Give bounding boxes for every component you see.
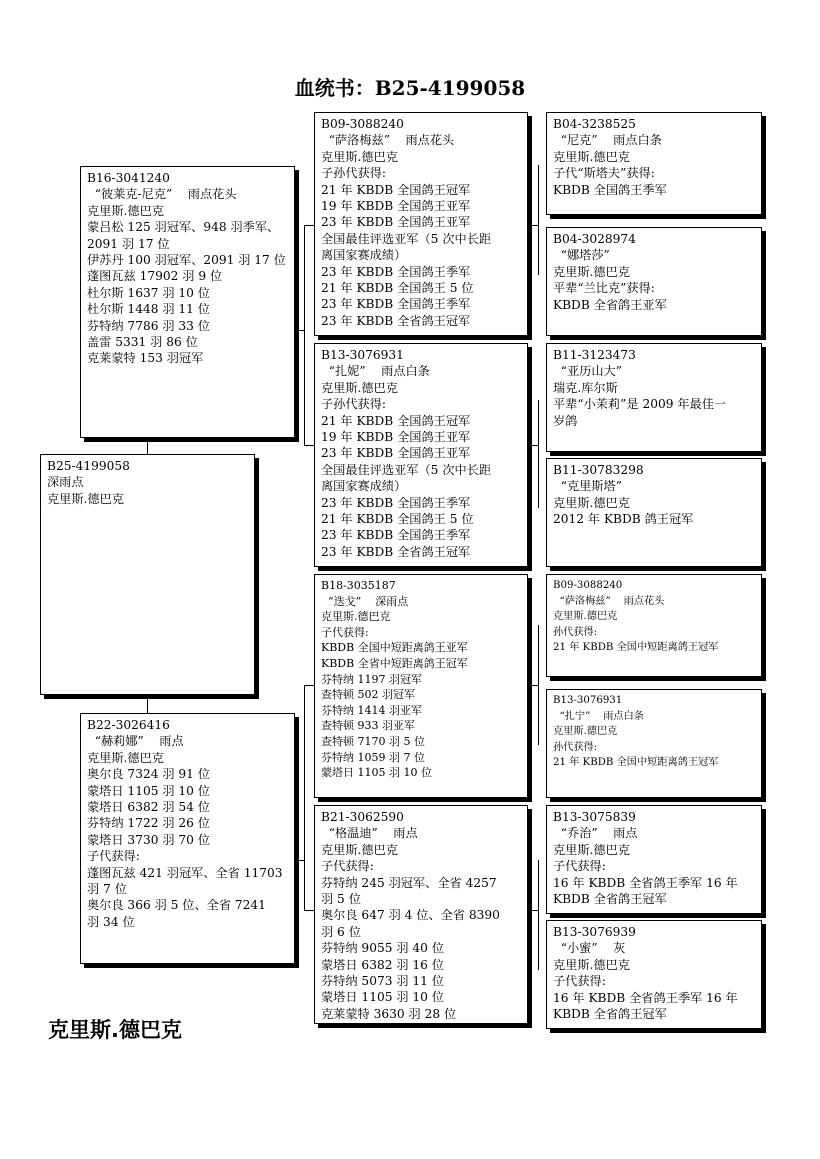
pedigree-line: 平辈“小茉莉”是 2009 年最佳一: [553, 397, 727, 412]
pedigree-line: B04-3028974: [553, 232, 636, 246]
pedigree-line: 全国最佳评选亚军（5 次中长距: [321, 231, 492, 246]
pedigree-line: 杜尔斯 1448 羽 11 位: [87, 302, 210, 317]
pedigree-line: 杜尔斯 1637 羽 10 位: [87, 285, 210, 300]
gg-card-5: [546, 574, 762, 677]
pedigree-line: “萨洛梅兹” 雨点花头: [553, 595, 665, 607]
pedigree-line: KBDB 全省鸽王冠军: [553, 1007, 667, 1022]
pedigree-line: 奥尔良 366 羽 5 位、全省 7241: [87, 898, 266, 913]
pedigree-line: 克里斯.德巴克: [321, 610, 391, 624]
pedigree-line: 21 年 KBDB 全国鸽王冠军: [321, 413, 471, 428]
pedigree-line: 克莱蒙特 153 羽冠军: [87, 351, 204, 366]
pedigree-line: 克里斯.德巴克: [321, 842, 398, 857]
connector: [304, 445, 314, 446]
connector: [147, 438, 148, 454]
pedigree-line: 奥尔良 7324 羽 91 位: [87, 767, 210, 782]
pedigree-line: 奥尔良 647 羽 4 位、全省 8390: [321, 908, 500, 923]
gg-card-6: [546, 689, 762, 798]
pedigree-line: 子代获得:: [553, 974, 606, 989]
pedigree-line: 克里斯.德巴克: [553, 957, 630, 972]
pedigree-line: 芬特纳 1414 羽亚军: [321, 703, 422, 717]
pedigree-line: 2012 年 KBDB 鸽王冠军: [553, 512, 694, 527]
pedigree-line: “赫莉娜” 雨点: [87, 734, 184, 749]
pedigree-line: 蓬图瓦兹 17902 羽 9 位: [87, 269, 223, 284]
pedigree-line: 蓬图瓦兹 421 羽冠军、全省 11703: [87, 865, 283, 880]
dam-dam-card: [314, 805, 528, 1024]
pedigree-line: 23 年 KBDB 全国鸽王亚军: [321, 215, 471, 230]
pedigree-line: 蒙塔日 6382 羽 54 位: [87, 800, 210, 815]
pedigree-line: B04-3238525: [553, 117, 636, 131]
sire-dam-card: [314, 343, 528, 567]
pedigree-line: 克里斯.德巴克: [553, 264, 630, 279]
pedigree-line: 19 年 KBDB 全国鸽王亚军: [321, 199, 471, 214]
pedigree-line: “小蜜” 灰: [553, 941, 626, 956]
gg-card-2: [546, 227, 762, 336]
pedigree-line: 羽 6 位: [321, 924, 361, 939]
pedigree-line: 伊苏丹 100 羽冠军、2091 羽 17 位: [87, 253, 286, 268]
pedigree-line: 21 年 KBDB 全国鸽王 5 位: [321, 281, 474, 296]
pedigree-line: 查特顿 502 羽冠军: [321, 688, 415, 702]
pedigree-line: “扎妮” 雨点白条: [321, 364, 430, 379]
pedigree-line: B16-3041240: [87, 171, 170, 185]
dam-sire-card: [314, 574, 528, 798]
pedigree-line: 21 年 KBDB 全国中短距离鸽王冠军: [553, 642, 719, 653]
pedigree-line: KBDB 全省鸽王亚军: [553, 297, 667, 312]
pedigree-line: 盖雷 5331 羽 86 位: [87, 335, 198, 350]
connector: [147, 695, 148, 713]
gg-card-7: [546, 805, 762, 914]
connector: [304, 225, 305, 445]
pedigree-line: “乔治” 雨点: [553, 826, 638, 841]
dam-card: [80, 713, 295, 964]
pedigree-line: 子代获得:: [553, 859, 606, 874]
connector: [295, 860, 305, 861]
pedigree-line: “格温迪” 雨点: [321, 826, 418, 841]
pedigree-line: “亚历山大”: [553, 364, 622, 379]
pedigree-line: 查特顿 933 羽亚军: [321, 719, 415, 733]
pedigree-line: 蒙塔日 1105 羽 10 位: [321, 766, 432, 780]
sire-sire-card: [314, 112, 528, 336]
pedigree-line: KBDB 全省鸽王冠军: [553, 892, 667, 907]
pedigree-line: B11-3123473: [553, 348, 636, 362]
pedigree-line: KBDB 全国鸽王季军: [553, 182, 667, 197]
connector: [304, 910, 314, 911]
gg-card-1: [546, 112, 762, 215]
pedigree-line: 克里斯.德巴克: [87, 750, 164, 765]
pedigree-line: 克里斯.德巴克: [87, 203, 164, 218]
pedigree-line: 孙代获得:: [553, 626, 598, 638]
pedigree-line: “克里斯塔”: [553, 479, 622, 494]
pedigree-line: 子代获得:: [87, 849, 140, 864]
pedigree-line: 子孙代获得:: [321, 166, 387, 181]
pedigree-line: 蒙塔日 1105 羽 10 位: [321, 990, 444, 1005]
gg-card-3: [546, 343, 762, 452]
pedigree-line: 23 年 KBDB 全国鸽王季军: [321, 297, 471, 312]
connector: [528, 225, 538, 226]
pedigree-line: 羽 7 位: [87, 882, 127, 897]
pedigree-line: 23 年 KBDB 全省鸽王冠军: [321, 313, 471, 328]
connector: [528, 685, 538, 686]
pedigree-line: 克里斯.德巴克: [553, 842, 630, 857]
pedigree-line: “娜塔莎”: [553, 248, 610, 263]
pedigree-line: 16 年 KBDB 全省鸽王季军 16 年: [553, 990, 738, 1005]
pedigree-line: 蒙吕松 125 羽冠军、948 羽季军、: [87, 220, 280, 235]
pedigree-line: 19 年 KBDB 全国鸽王亚军: [321, 430, 471, 445]
pedigree-line: B13-3076939: [553, 925, 636, 939]
pedigree-line: B11-30783298: [553, 463, 644, 477]
connector: [538, 165, 539, 275]
pedigree-line: 克里斯.德巴克: [553, 726, 618, 737]
pedigree-line: 蒙塔日 6382 羽 16 位: [321, 957, 444, 972]
pedigree-line: 23 年 KBDB 全国鸽王季军: [321, 495, 471, 510]
pedigree-line: 克里斯.德巴克: [47, 491, 124, 506]
breeder-name: 克里斯.德巴克: [48, 1018, 182, 1042]
pedigree-line: 子孙代获得:: [321, 397, 387, 412]
pedigree-line: B13-3075839: [553, 810, 636, 824]
pedigree-line: 16 年 KBDB 全省鸽王季军 16 年: [553, 875, 738, 890]
pedigree-line: 羽 34 位: [87, 914, 135, 929]
pedigree-line: 芬特纳 9055 羽 40 位: [321, 941, 444, 956]
pedigree-line: B13-3076931: [553, 695, 623, 706]
pedigree-line: B13-3076931: [321, 348, 404, 362]
pedigree-line: “尼克” 雨点白条: [553, 133, 662, 148]
pedigree-line: 深雨点: [47, 475, 84, 490]
pedigree-line: 离国家赛成绩）: [321, 479, 407, 494]
pedigree-line: KBDB 全国中短距离鸽王亚军: [321, 641, 468, 655]
pedigree-line: 蒙塔日 1105 羽 10 位: [87, 783, 210, 798]
pedigree-line: 23 年 KBDB 全国鸽王亚军: [321, 446, 471, 461]
pedigree-line: B09-3088240: [553, 580, 623, 591]
connector: [304, 685, 314, 686]
pedigree-line: 芬特纳 1197 羽冠军: [321, 672, 422, 686]
pedigree-line: B22-3026416: [87, 718, 170, 732]
pedigree-line: 21 年 KBDB 全国鸽王 5 位: [321, 512, 474, 527]
subject-card: [40, 454, 255, 695]
pedigree-line: 克里斯.德巴克: [553, 495, 630, 510]
connector: [304, 685, 305, 910]
pedigree-line: 克莱蒙特 3630 羽 28 位: [321, 1006, 457, 1021]
pedigree-line: 克里斯.德巴克: [553, 149, 630, 164]
pedigree-line: 芬特纳 1059 羽 7 位: [321, 750, 425, 764]
pedigree-line: 芬特纳 5073 羽 11 位: [321, 974, 444, 989]
pedigree-line: “萨洛梅兹” 雨点花头: [321, 133, 455, 148]
connector: [538, 625, 539, 745]
page-title: 血统书：B25-4199058: [294, 76, 526, 100]
pedigree-line: 2091 羽 17 位: [87, 236, 170, 251]
pedigree-line: B21-3062590: [321, 810, 404, 824]
pedigree-line: 全国最佳评选亚军（5 次中长距: [321, 462, 492, 477]
pedigree-line: 子代获得:: [321, 859, 374, 874]
pedigree-line: 芬特纳 1722 羽 26 位: [87, 816, 210, 831]
pedigree-line: B09-3088240: [321, 117, 404, 131]
pedigree-line: 离国家赛成绩）: [321, 248, 407, 263]
pedigree-line: 21 年 KBDB 全国鸽王冠军: [321, 182, 471, 197]
connector: [528, 445, 538, 446]
connector: [304, 225, 314, 226]
pedigree-line: “彼莱克-尼克” 雨点花头: [87, 187, 237, 202]
pedigree-line: 21 年 KBDB 全国中短距离鸽王冠军: [553, 757, 719, 768]
gg-card-8: [546, 920, 762, 1029]
pedigree-line: 克里斯.德巴克: [553, 611, 618, 622]
pedigree-line: 克里斯.德巴克: [321, 149, 398, 164]
pedigree-line: 芬特纳 7786 羽 33 位: [87, 318, 210, 333]
pedigree-line: 子代“斯塔夫”获得:: [553, 166, 655, 181]
connector: [528, 910, 538, 911]
pedigree-line: 23 年 KBDB 全国鸽王季军: [321, 264, 471, 279]
pedigree-line: 查特顿 7170 羽 5 位: [321, 734, 425, 748]
pedigree-line: 子代获得:: [321, 625, 369, 639]
pedigree-line: B25-4199058: [47, 459, 130, 473]
sire-card: [80, 166, 295, 438]
pedigree-line: KBDB 全省中短距离鸽王冠军: [321, 656, 468, 670]
pedigree-line: 23 年 KBDB 全省鸽王冠军: [321, 544, 471, 559]
connector: [538, 860, 539, 970]
pedigree-line: 瑞克.库尔斯: [553, 380, 618, 395]
pedigree-line: 克里斯.德巴克: [321, 380, 398, 395]
gg-card-4: [546, 458, 762, 567]
pedigree-line: 羽 5 位: [321, 892, 361, 907]
pedigree-line: 蒙塔日 3730 羽 70 位: [87, 832, 210, 847]
pedigree-line: “迭戈” 深雨点: [321, 594, 409, 608]
pedigree-line: “扎宁” 雨点白条: [553, 710, 644, 722]
pedigree-line: 平辈“兰比克”获得:: [553, 281, 655, 296]
pedigree-line: 孙代获得:: [553, 741, 598, 753]
pedigree-line: 岁鸽: [553, 413, 578, 428]
pedigree-line: 芬特纳 245 羽冠军、全省 4257: [321, 875, 497, 890]
pedigree-line: B18-3035187: [321, 579, 396, 592]
pedigree-line: 23 年 KBDB 全国鸽王季军: [321, 528, 471, 543]
connector: [538, 400, 539, 508]
connector: [295, 330, 305, 331]
